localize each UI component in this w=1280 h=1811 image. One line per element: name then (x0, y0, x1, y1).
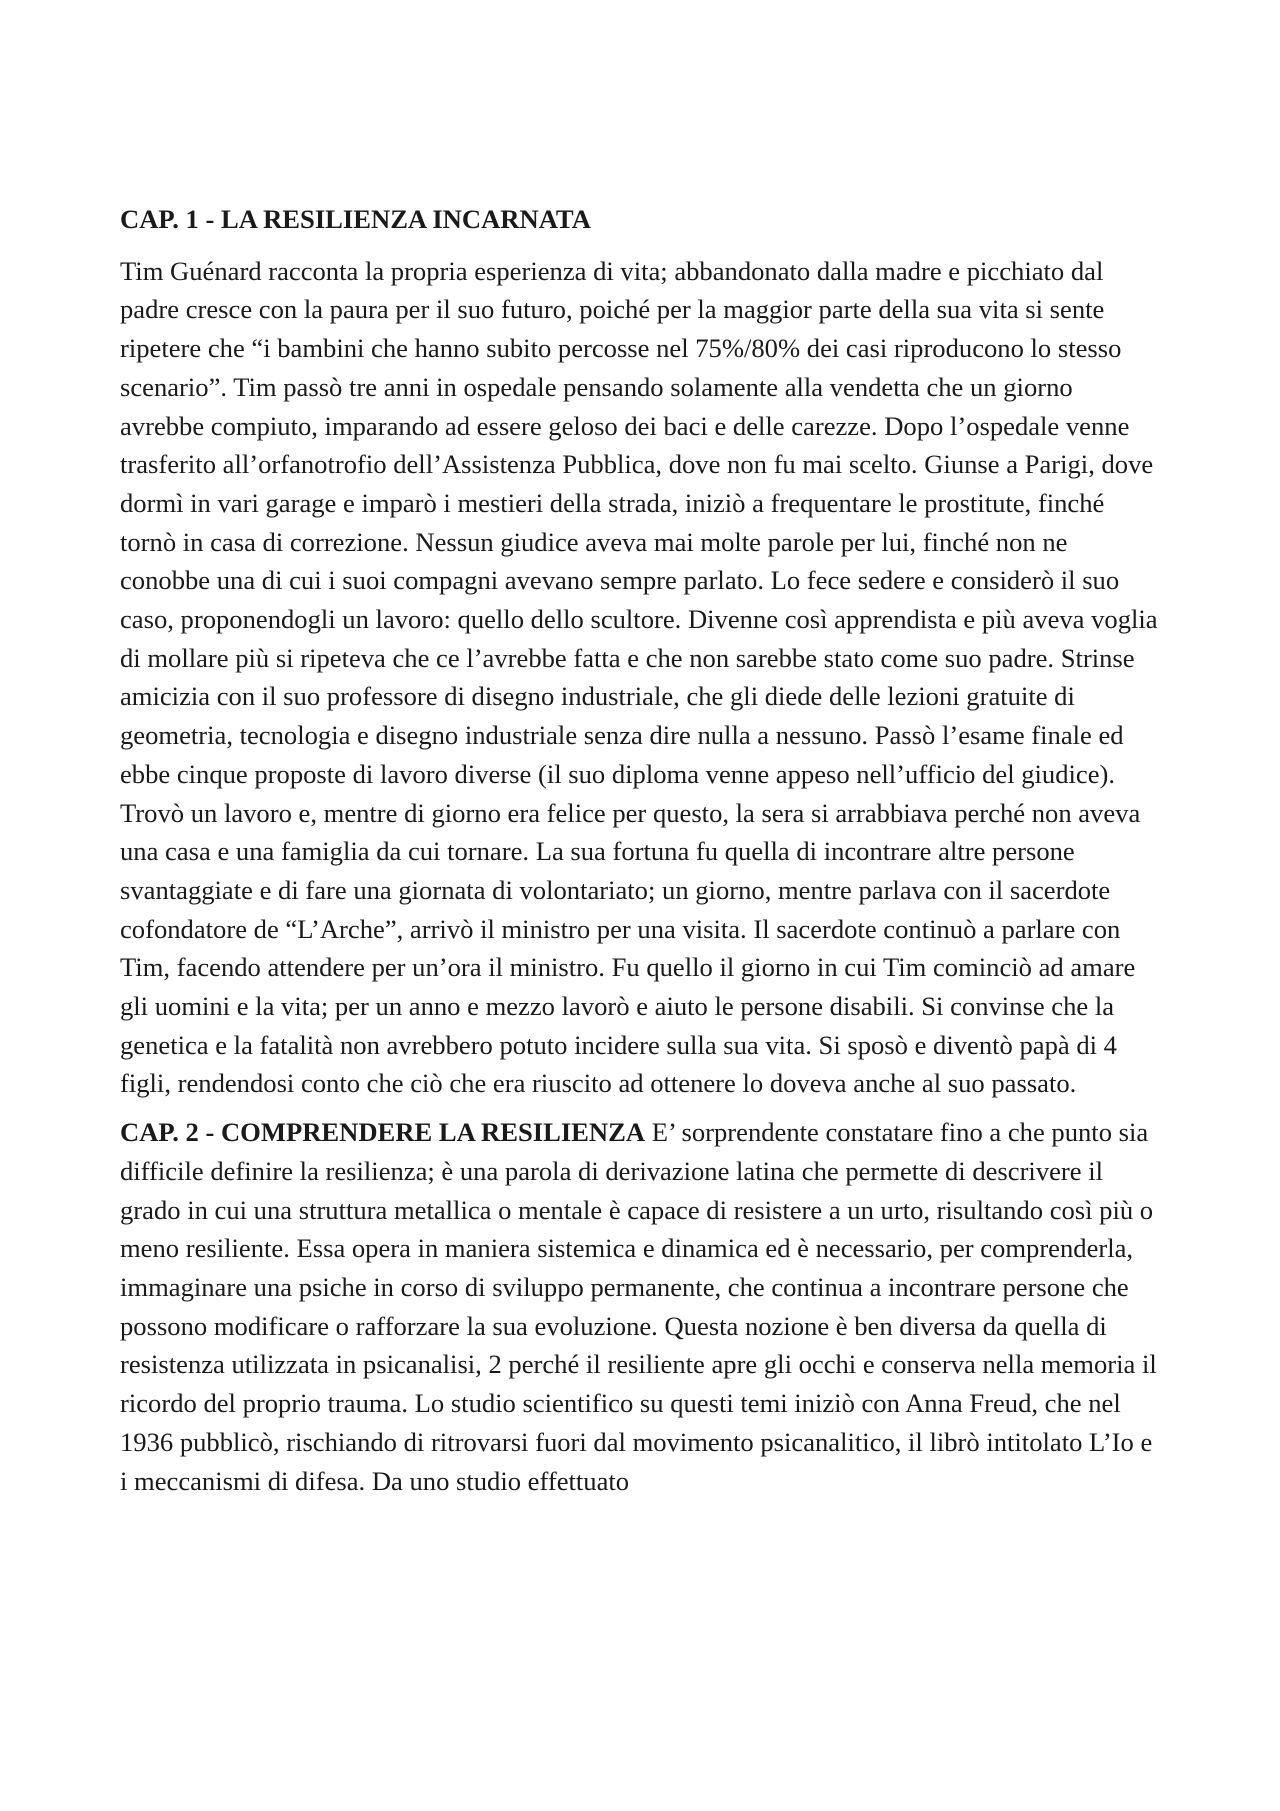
document-content (120, 200, 1161, 1510)
chapter-1-body: Tim Guénard racconta la propria esperienza di vita; abbandonato dalla madre e picchiato dal padre cresce con la paura per il suo futuro, poiché per la maggior parte della sua vita si sente ripetere che “i bambini che hanno subito percosse nel 75%/80% dei casi riproducono lo stesso scenario”. Tim passò tre anni in ospedale pensando solamente alla vendetta che un giorno avrebbe compiuto, imparando ad essere geloso dei baci e delle carezze. Dopo l’ospedale venne trasferito all’orfanotrofio dell’Assistenza Pubblica, dove non fu mai scelto. Giunse a Parigi, dove dormì in vari garage e imparò i mestieri della strada, iniziò a frequentare le prostitute, finché tornò in casa di correzione. Nessun giudice aveva mai molte parole per lui, finché non ne conobbe una di cui i suoi compagni avevano sempre parlato. Lo fece sedere e considerò il suo caso, proponendogli un lavoro: quello dello scultore. Divenne così apprendista e più aveva voglia di mollare più si ripeteva che ce l’avrebbe fatta e che non sarebbe stato come suo padre. Strinse amicizia con il suo professore di disegno industriale, che gli diede delle lezioni gratuite di geometria, tecnologia e disegno industriale senza dire nulla a nessuno. Passò l’esame finale ed ebbe cinque proposte di lavoro diverse (il suo diploma venne appeso nell’ufficio del giudice). Trovò un lavoro e, mentre di giorno era felice per questo, la sera si arrabbiava perché non aveva una casa e una famiglia da cui tornare. La sua fortuna fu quella di incontrare altre persone svantaggiate e di fare una giornata di volontariato; un giorno, mentre parlava con il sacerdote cofondatore de “L’Arche”, arrivò il ministro per una visita. Il sacerdote continuò a parlare con Tim, facendo attendere per un’ora il ministro. Fu quello il giorno in cui Tim cominciò ad amare gli uomini e la vita; per un anno e mezzo lavorò e aiuto le persone disabili. Si convinse che la genetica e la fatalità non avrebbero potuto incidere sulla sua vita. Si sposò e diventò papà di 4 figli, rendendosi conto che ciò che era riuscito ad ottenere lo doveva anche al suo passato. (120, 255, 1158, 1099)
chapter-2-paragraph (120, 1113, 1161, 1500)
chapter-2-body: E’ sorprendente constatare fino a che punto sia difficile definire la resilienza; è una parola di derivazione latina che permette di descrivere il grado in cui una struttura metallica o mentale è capace di resistere a un urto, risultando così più o meno resiliente. Essa opera in maniera sistemica e dinamica ed è necessario, per comprenderla, immaginare una psiche in corso di sviluppo permanente, che continua a incontrare persone che possono modificare o rafforzare la sua evoluzione. Questa nozione è ben diversa da quella di resistenza utilizzata in psicanalisi, 2 perché il resiliente apre gli occhi e conserva nella memoria il ricordo del proprio trauma. Lo studio scientifico su questi temi iniziò con Anna Freud, che nel 1936 pubblicò, rischiando di ritrovarsi fuori dal movimento psicanalitico, il librò intitolato L’Io e i meccanismi di difesa. Da uno studio effettuato (120, 1117, 1157, 1496)
chapter-1-title: CAP. 1 - LA RESILIENZA INCARNATA (120, 204, 591, 234)
chapter-2-title: CAP. 2 - COMPRENDERE LA RESILIENZA (120, 1117, 646, 1148)
